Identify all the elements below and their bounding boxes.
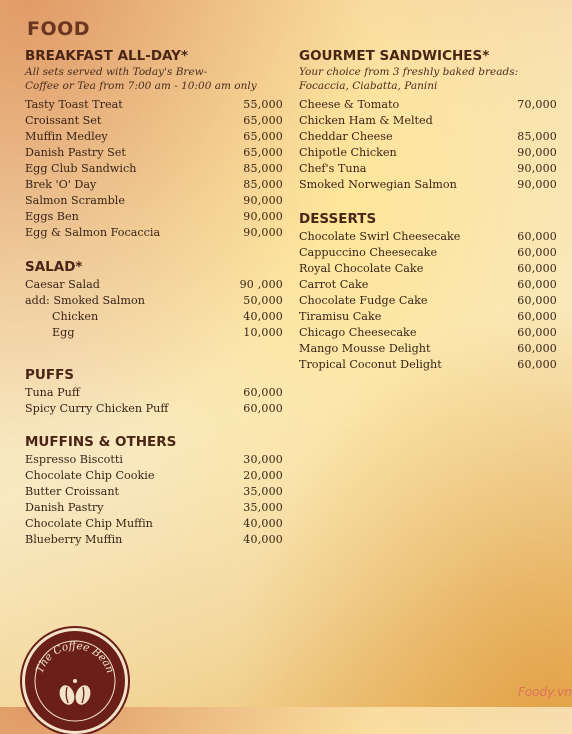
section-note: Coffee or Tea from 7:00 am - 10:00 am only bbox=[25, 80, 257, 92]
menu-item-price: 35,000 bbox=[243, 485, 283, 498]
menu-column-left bbox=[25, 48, 283, 548]
section-title: BREAKFAST ALL-DAY* bbox=[25, 48, 189, 64]
menu-item bbox=[299, 229, 557, 245]
menu-item bbox=[299, 309, 557, 325]
menu-item bbox=[25, 325, 283, 341]
menu-item-name: Cheddar Cheese bbox=[299, 130, 393, 143]
menu-item-name: Egg bbox=[52, 326, 75, 339]
menu-item-name: Danish Pastry bbox=[25, 501, 104, 514]
menu-section-breakfast-all-day bbox=[25, 48, 283, 241]
section-title: DESSERTS bbox=[299, 211, 377, 227]
menu-item-name: Tuna Puff bbox=[25, 386, 80, 399]
menu-item-price: 40,000 bbox=[243, 310, 283, 323]
menu-item-price: 60,000 bbox=[243, 386, 283, 399]
menu-item bbox=[25, 277, 283, 293]
menu-item bbox=[25, 129, 283, 145]
menu-item-price: 35,000 bbox=[243, 501, 283, 514]
menu-item-price: 90,000 bbox=[243, 226, 283, 239]
menu-item-price: 40,000 bbox=[243, 517, 283, 530]
menu-item-name: Croissant Set bbox=[25, 114, 102, 127]
menu-item bbox=[25, 225, 283, 241]
menu-item bbox=[299, 129, 557, 145]
logo-text: The Coffee Bean bbox=[33, 639, 117, 675]
menu-item-price: 90 ,000 bbox=[239, 278, 283, 291]
menu-item-name: Cheese & Tomato bbox=[299, 98, 400, 111]
menu-item-price: 60,000 bbox=[517, 262, 557, 275]
menu-item bbox=[25, 193, 283, 209]
menu-section-puffs bbox=[25, 367, 283, 417]
section-note: Focaccia, Ciabatta, Panini bbox=[299, 80, 438, 92]
menu-item-price: 60,000 bbox=[517, 358, 557, 371]
menu-item bbox=[25, 97, 283, 113]
menu-item bbox=[25, 516, 283, 532]
menu-item-price: 60,000 bbox=[517, 278, 557, 291]
menu-item bbox=[25, 500, 283, 516]
menu-item bbox=[299, 293, 557, 309]
menu-item-name: Tropical Coconut Delight bbox=[299, 358, 442, 371]
menu-item-name: Caesar Salad bbox=[25, 278, 100, 291]
menu-item bbox=[299, 113, 557, 129]
menu-item-name: Spicy Curry Chicken Puff bbox=[25, 402, 169, 415]
menu-item bbox=[25, 209, 283, 225]
menu-item bbox=[299, 145, 557, 161]
menu-item-price: 90,000 bbox=[517, 146, 557, 159]
menu-section-muffins-others bbox=[25, 434, 283, 548]
menu-item-name: Chocolate Fudge Cake bbox=[299, 294, 428, 307]
menu-item bbox=[25, 145, 283, 161]
svg-text:The Coffee Bean bbox=[34, 640, 117, 675]
menu-item-name: Chef's Tuna bbox=[299, 162, 367, 175]
menu-item bbox=[299, 97, 557, 113]
menu-item-name: Egg Club Sandwich bbox=[25, 162, 137, 175]
menu-item-name: Danish Pastry Set bbox=[25, 146, 126, 159]
menu-item-name: Egg & Salmon Focaccia bbox=[25, 226, 161, 239]
menu-item-price: 65,000 bbox=[243, 114, 283, 127]
menu-item-price: 90,000 bbox=[243, 194, 283, 207]
menu-item-price: 60,000 bbox=[517, 230, 557, 243]
menu-item bbox=[25, 293, 283, 309]
menu-item-name: Salmon Scramble bbox=[25, 194, 125, 207]
menu-item bbox=[299, 161, 557, 177]
menu-section-salad bbox=[25, 259, 283, 341]
menu-item bbox=[299, 341, 557, 357]
menu-item bbox=[25, 452, 283, 468]
menu-item-price: 50,000 bbox=[243, 294, 283, 307]
menu-item bbox=[25, 532, 283, 548]
section-note: Your choice from 3 freshly baked breads: bbox=[299, 66, 519, 78]
menu-item-name: Brek 'O' Day bbox=[25, 178, 97, 191]
menu-item-price: 40,000 bbox=[243, 533, 283, 546]
menu-item bbox=[25, 161, 283, 177]
menu-item-price: 85,000 bbox=[243, 162, 283, 175]
coffee-bean-logo bbox=[22, 628, 128, 734]
menu-item-price: 90,000 bbox=[517, 178, 557, 191]
menu-item bbox=[299, 277, 557, 293]
menu-item bbox=[25, 113, 283, 129]
menu-item-name: Chicken Ham & Melted bbox=[299, 114, 433, 127]
section-note: All sets served with Today's Brew- bbox=[25, 66, 208, 78]
menu-item-name: Eggs Ben bbox=[25, 210, 79, 223]
menu-item bbox=[25, 468, 283, 484]
menu-item bbox=[25, 484, 283, 500]
section-title: GOURMET SANDWICHES* bbox=[299, 48, 490, 64]
menu-item-price: 85,000 bbox=[517, 130, 557, 143]
menu-item-name: Chocolate Chip Cookie bbox=[25, 469, 155, 482]
section-title: SALAD* bbox=[25, 259, 83, 275]
menu-item-price: 55,000 bbox=[243, 98, 283, 111]
menu-section-desserts bbox=[299, 211, 557, 373]
menu-item-name: Tasty Toast Treat bbox=[25, 98, 123, 111]
section-title: MUFFINS & OTHERS bbox=[25, 434, 177, 450]
menu-item-name: Mango Mousse Delight bbox=[299, 342, 431, 355]
menu-section-gourmet-sandwiches bbox=[299, 48, 557, 193]
menu-item-price: 60,000 bbox=[517, 294, 557, 307]
menu-item-price: 65,000 bbox=[243, 130, 283, 143]
menu-item-name: Butter Croissant bbox=[25, 485, 120, 498]
menu-item-name: Blueberry Muffin bbox=[25, 533, 123, 546]
menu-item-price: 30,000 bbox=[243, 453, 283, 466]
logo-emblem-icon bbox=[25, 631, 125, 731]
menu-item-price: 60,000 bbox=[517, 342, 557, 355]
menu-item-price: 60,000 bbox=[517, 310, 557, 323]
menu-item-name: Chicken bbox=[52, 310, 99, 323]
watermark: Foody.vn bbox=[518, 685, 572, 699]
menu-item-price: 65,000 bbox=[243, 146, 283, 159]
menu-item bbox=[25, 309, 283, 325]
menu-item bbox=[299, 261, 557, 277]
menu-item-name: Cappuccino Cheesecake bbox=[299, 246, 438, 259]
menu-column-right bbox=[299, 48, 557, 373]
menu-item-price: 60,000 bbox=[243, 402, 283, 415]
page-title: FOOD bbox=[27, 18, 91, 40]
menu-item-name: Tiramisu Cake bbox=[299, 310, 382, 323]
menu-item bbox=[299, 177, 557, 193]
menu-item-price: 20,000 bbox=[243, 469, 283, 482]
menu-item-price: 90,000 bbox=[243, 210, 283, 223]
menu-item bbox=[299, 245, 557, 261]
menu-item-price: 60,000 bbox=[517, 246, 557, 259]
menu-item-name: Royal Chocolate Cake bbox=[299, 262, 424, 275]
menu-item-name: add: Smoked Salmon bbox=[25, 294, 145, 307]
menu-item-name: Smoked Norwegian Salmon bbox=[299, 178, 457, 191]
menu-item bbox=[25, 177, 283, 193]
menu-item bbox=[25, 401, 283, 417]
menu-item-price: 10,000 bbox=[243, 326, 283, 339]
menu-item-name: Muffin Medley bbox=[25, 130, 108, 143]
menu-item-price: 60,000 bbox=[517, 326, 557, 339]
section-title: PUFFS bbox=[25, 367, 75, 383]
menu-item bbox=[299, 325, 557, 341]
menu-item-name: Chocolate Swirl Cheesecake bbox=[299, 230, 461, 243]
menu-item-name: Chicago Cheesecake bbox=[299, 326, 417, 339]
menu-item bbox=[299, 357, 557, 373]
menu-item-price: 70,000 bbox=[517, 98, 557, 111]
menu-item-price: 90,000 bbox=[517, 162, 557, 175]
menu-item-name: Carrot Cake bbox=[299, 278, 369, 291]
menu-item-price: 85,000 bbox=[243, 178, 283, 191]
menu-item-name: Chipotle Chicken bbox=[299, 146, 397, 159]
menu-item bbox=[25, 385, 283, 401]
menu-item-name: Espresso Biscotti bbox=[25, 453, 123, 466]
menu-item-name: Chocolate Chip Muffin bbox=[25, 517, 153, 530]
